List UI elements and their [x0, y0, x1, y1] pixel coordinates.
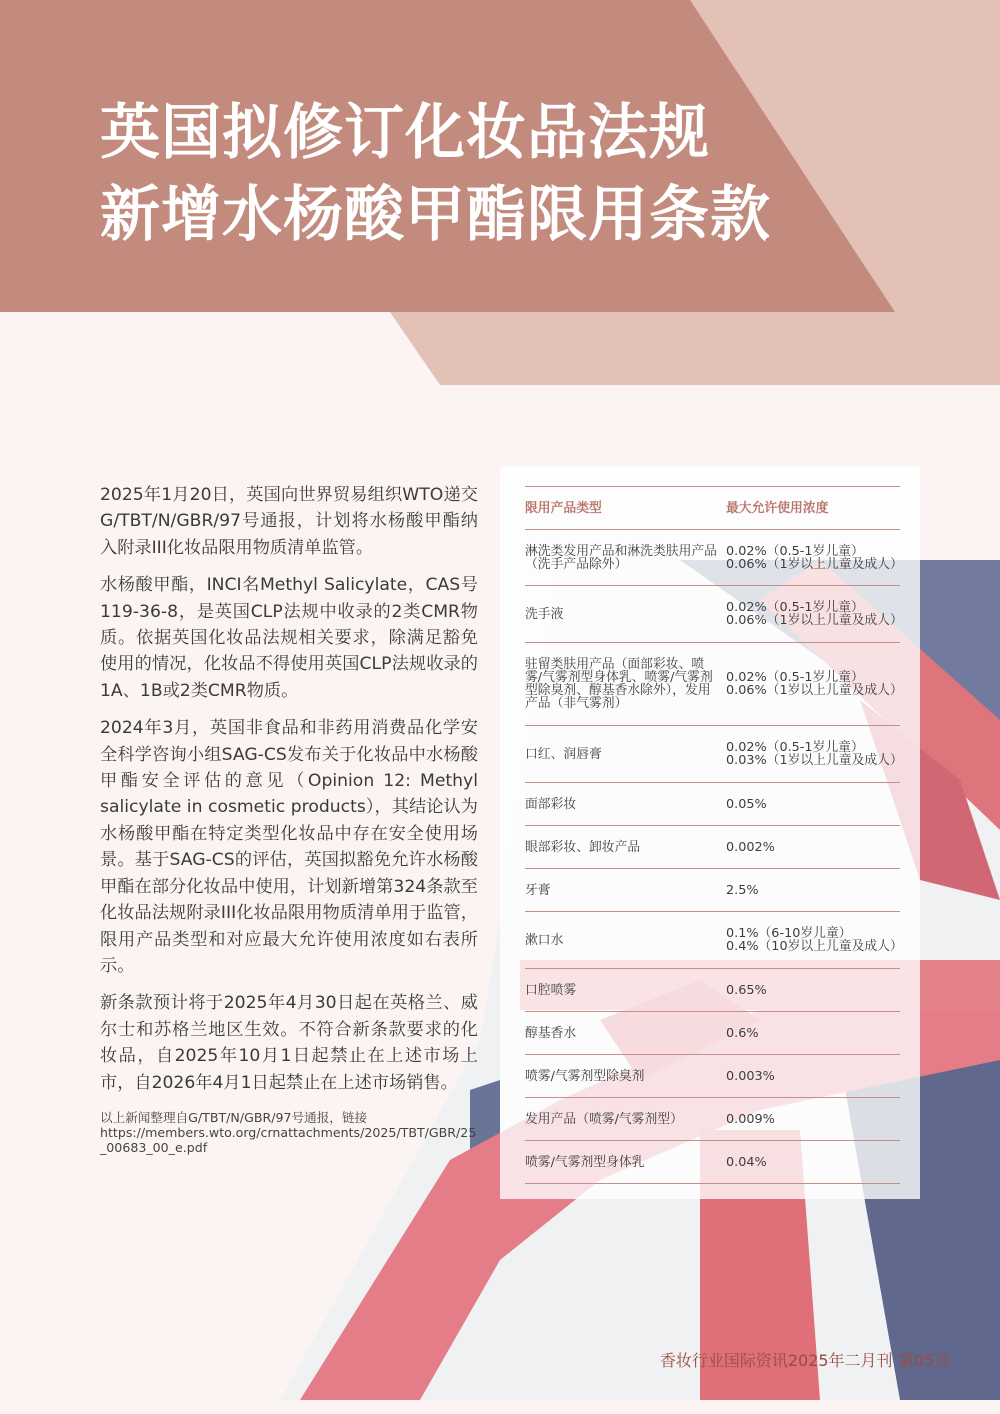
paragraph: 2024年3月，英国非食品和非药用消费品化学安全科学咨询小组SAG-CS发布关于化妆品中水杨酸甲酯安全评估的意见（Opinion 12: Methyl salicylate in cosmetic products），其结论认为水杨酸甲酯在特定类型化妆品中存在安全使用场景。基于SAG-CS的评估，英国拟豁免允许水杨酸甲酯在部分化妆品中使用，计划新增第324条款至化妆品法规附录III化妆品限用物质清单用于监管，限用产品类型和对应最大允许使用浓度如右表所示。	[100, 718, 478, 976]
table-row	[525, 869, 900, 912]
cell-concentration: 2.5%	[726, 869, 900, 912]
table-row	[525, 643, 900, 726]
cell-concentration	[726, 726, 903, 783]
header-max-concentration: 最大允许使用浓度	[726, 487, 900, 530]
source-note	[100, 1110, 478, 1155]
concentration-line: 0.02%（0.5-1岁儿童）	[726, 670, 864, 685]
concentration-line: 0.4%（10岁以上儿童及成人）	[726, 939, 903, 954]
table-row	[525, 912, 900, 969]
source-link[interactable]: https://members.wto.org/crnattachments/2025/TBT/GBR/25_00683_00_e.pdf	[100, 1124, 477, 1155]
table-row	[525, 826, 900, 869]
paragraph: 新条款预计将于2025年4月30日起在英格兰、威尔士和苏格兰地区生效。不符合新条款要求的化妆品，自2025年10月1日起禁止在上述市场上市，自2026年4月1日起禁止在上述市场销售。	[100, 993, 478, 1093]
cell-concentration	[726, 530, 903, 586]
title-line-2: 新增水杨酸甲酯限用条款	[100, 180, 771, 250]
table-row	[525, 1055, 900, 1098]
cell-product-type: 洗手液	[525, 586, 726, 643]
cell-product-type: 驻留类肤用产品（面部彩妆、喷雾/气雾剂型身体乳、喷雾/气雾剂型除臭剂、醇基香水除外），发用产品（非气雾剂）	[525, 643, 726, 726]
concentration-line: 0.02%（0.5-1岁儿童）	[726, 543, 864, 559]
table-row	[525, 530, 900, 586]
concentration-line: 0.06%（1岁以上儿童及成人）	[726, 556, 903, 572]
table-header-row	[525, 487, 900, 530]
cell-concentration	[726, 586, 903, 643]
table-row	[525, 1141, 900, 1184]
concentration-line: 0.02%（0.5-1岁儿童）	[726, 600, 864, 615]
cell-product-type: 眼部彩妆、卸妆产品	[525, 826, 726, 869]
table-row	[525, 586, 900, 643]
cell-product-type: 牙膏	[525, 869, 726, 912]
concentration-line: 0.03%（1岁以上儿童及成人）	[726, 753, 903, 768]
cell-product-type: 发用产品（喷雾/气雾剂型）	[525, 1098, 726, 1141]
table-row	[525, 1098, 900, 1141]
cell-concentration: 0.009%	[726, 1098, 900, 1141]
cell-concentration: 0.05%	[726, 783, 900, 826]
cell-product-type: 喷雾/气雾剂型除臭剂	[525, 1055, 726, 1098]
cell-concentration: 0.04%	[726, 1141, 900, 1184]
title-line-1: 英国拟修订化妆品法规	[100, 98, 710, 168]
page-title	[100, 92, 820, 256]
cell-concentration: 0.003%	[726, 1055, 900, 1098]
table-row	[525, 726, 900, 783]
cell-concentration: 0.002%	[726, 826, 900, 869]
concentration-line: 0.06%（1岁以上儿童及成人）	[726, 683, 903, 698]
header-product-type: 限用产品类型	[525, 487, 726, 530]
table-row	[525, 1012, 900, 1055]
cell-concentration: 0.65%	[726, 969, 900, 1012]
page-footer: 香妆行业国际资讯2025年二月刊 第05页	[659, 1351, 950, 1370]
cell-product-type: 面部彩妆	[525, 783, 726, 826]
table-row	[525, 969, 900, 1012]
limits-table-card	[500, 466, 920, 1199]
concentration-line: 0.02%（0.5-1岁儿童）	[726, 740, 864, 755]
article-body	[100, 482, 478, 1155]
cell-product-type: 口红、润唇膏	[525, 726, 726, 783]
cell-product-type: 醇基香水	[525, 1012, 726, 1055]
cell-product-type: 漱口水	[525, 912, 726, 969]
source-text: 以上新闻整理自G/TBT/N/GBR/97号通报，链接	[100, 1109, 368, 1125]
paragraph: 2025年1月20日，英国向世界贸易组织WTO递交G/TBT/N/GBR/97号通报，计划将水杨酸甲酯纳入附录III化妆品限用物质清单监管。	[100, 485, 478, 558]
cell-product-type: 喷雾/气雾剂型身体乳	[525, 1141, 726, 1184]
concentration-line: 0.1%（6-10岁儿童）	[726, 926, 852, 941]
concentration-line: 0.06%（1岁以上儿童及成人）	[726, 613, 903, 628]
cell-concentration: 0.6%	[726, 1012, 900, 1055]
cell-concentration	[726, 912, 903, 969]
cell-product-type: 口腔喷雾	[525, 969, 726, 1012]
limits-table	[525, 486, 903, 1184]
cell-concentration	[726, 643, 903, 726]
cell-product-type: 淋洗类发用产品和淋洗类肤用产品（洗手产品除外）	[525, 530, 726, 586]
table-row	[525, 783, 900, 826]
paragraph: 水杨酸甲酯，INCI名Methyl Salicylate，CAS号119-36-8，是英国CLP法规中收录的2类CMR物质。依据英国化妆品法规相关要求，除满足豁免使用的情况，化妆品不得使用英国CLP法规收录的1A、1B或2类CMR物质。	[100, 575, 478, 701]
